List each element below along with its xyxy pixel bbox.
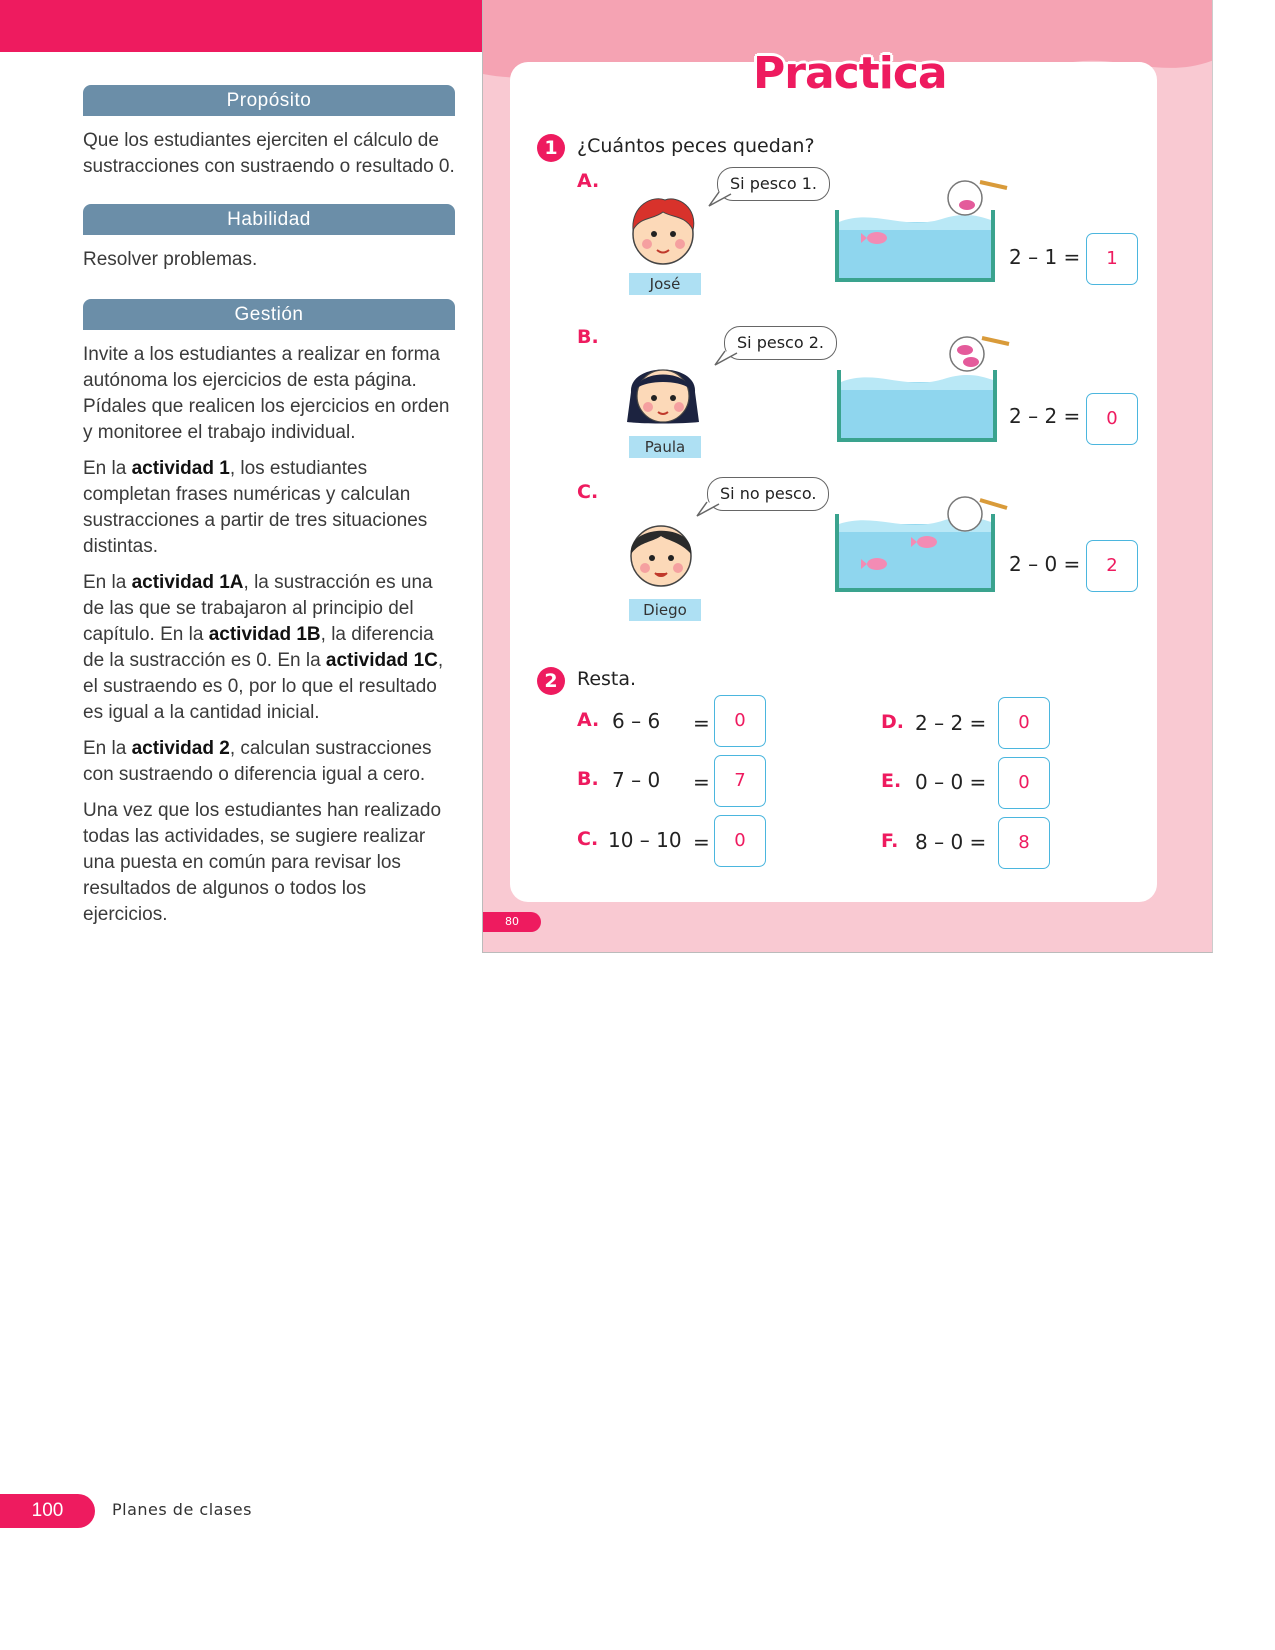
- answer-box[interactable]: 0: [714, 815, 766, 867]
- name-tag: Paula: [629, 436, 701, 458]
- student-page-number: 80: [483, 912, 541, 932]
- question-1-badge: 1: [537, 134, 565, 162]
- question-1-text: ¿Cuántos peces quedan?: [577, 135, 815, 157]
- equation: 2 – 2 =: [1009, 404, 1081, 428]
- item-letter: A.: [577, 170, 600, 192]
- equals-sign: =: [693, 770, 710, 794]
- gestion-paragraph: Una vez que los estudiantes han realizado todas las actividades, se sugiere realizar una puesta en común para revisar los resultados de algunos o todos los ejercicios.: [83, 800, 442, 925]
- teacher-notes: [83, 85, 455, 938]
- answer-box[interactable]: 0: [998, 697, 1050, 749]
- gestion-paragraph: En la actividad 1, los estudiantes completan frases numéricas y calculan sustracciones a partir de tres situaciones distintas.: [83, 458, 428, 557]
- name-tag: Diego: [629, 599, 701, 621]
- student-page: [482, 0, 1213, 953]
- speech-bubble: Si no pesco.: [707, 477, 829, 511]
- item-letter: F.: [881, 830, 899, 852]
- proposito-heading: Propósito: [83, 85, 455, 116]
- footer-page-number: 100: [0, 1494, 95, 1528]
- footer-label: Planes de clases: [112, 1500, 252, 1519]
- top-color-bar: [0, 0, 482, 52]
- question-2-text: Resta.: [577, 668, 637, 690]
- girl-face-icon: [623, 352, 703, 432]
- answer-box[interactable]: 2: [1086, 540, 1138, 592]
- answer-box[interactable]: 1: [1086, 233, 1138, 285]
- answer-box[interactable]: 0: [714, 695, 766, 747]
- subtraction-expression: 7 – 0: [612, 768, 661, 792]
- boy-face-icon: [621, 512, 701, 592]
- bubble-tail: [707, 190, 737, 210]
- answer-box[interactable]: 0: [998, 757, 1050, 809]
- habilidad-heading: Habilidad: [83, 204, 455, 235]
- gestion-paragraph: Invite a los estudiantes a realizar en forma autónoma los ejercicios de esta página. Pídales que realicen los ejercicios en orden y monitoree el trabajo individual.: [83, 344, 450, 443]
- fish-tank-icon: [835, 170, 1015, 285]
- equation: 2 – 0 =: [1009, 552, 1081, 576]
- item-letter: E.: [881, 770, 902, 792]
- fish-tank-icon: [837, 330, 1017, 445]
- question-2-badge: 2: [537, 667, 565, 695]
- gestion-paragraph: En la actividad 2, calculan sustracciones con sustraendo o diferencia igual a cero.: [83, 738, 432, 785]
- bubble-tail: [713, 349, 743, 369]
- subtraction-expression: 0 – 0 =: [915, 770, 987, 794]
- subtraction-expression: 6 – 6: [612, 709, 661, 733]
- speech-bubble: Si pesco 2.: [724, 326, 837, 360]
- item-letter: C.: [577, 481, 599, 503]
- item-letter: B.: [577, 326, 599, 348]
- equals-sign: =: [693, 711, 710, 735]
- gestion-heading: Gestión: [83, 299, 455, 330]
- equals-sign: =: [693, 830, 710, 854]
- name-tag: José: [629, 273, 701, 295]
- fish-tank-icon: [835, 480, 1015, 595]
- answer-box[interactable]: 0: [1086, 393, 1138, 445]
- answer-box[interactable]: 7: [714, 755, 766, 807]
- subtraction-expression: 10 – 10: [608, 828, 682, 852]
- gestion-body: [83, 342, 455, 928]
- item-letter: A.: [577, 709, 600, 731]
- subtraction-expression: 2 – 2 =: [915, 711, 987, 735]
- item-letter: D.: [881, 711, 904, 733]
- equation: 2 – 1 =: [1009, 245, 1081, 269]
- proposito-text: Que los estudiantes ejerciten el cálculo de sustracciones con sustraendo o resultado 0.: [83, 130, 455, 177]
- answer-box[interactable]: 8: [998, 817, 1050, 869]
- gestion-paragraph: En la actividad 1A, la sustracción es una de las que se trabajaron al principio del capítulo. En la actividad 1B, la diferencia de la sustracción es 0. En la actividad 1C, el sustraendo es 0, por lo que el resultado es igual a la cantidad inicial.: [83, 572, 444, 723]
- item-letter: C.: [577, 828, 599, 850]
- boy-face-icon: [623, 190, 703, 270]
- page-title: Practica: [753, 48, 947, 99]
- subtraction-expression: 8 – 0 =: [915, 830, 987, 854]
- speech-bubble: Si pesco 1.: [717, 167, 830, 201]
- exercise-card: [510, 62, 1157, 902]
- habilidad-text: Resolver problemas.: [83, 249, 258, 270]
- item-letter: B.: [577, 768, 599, 790]
